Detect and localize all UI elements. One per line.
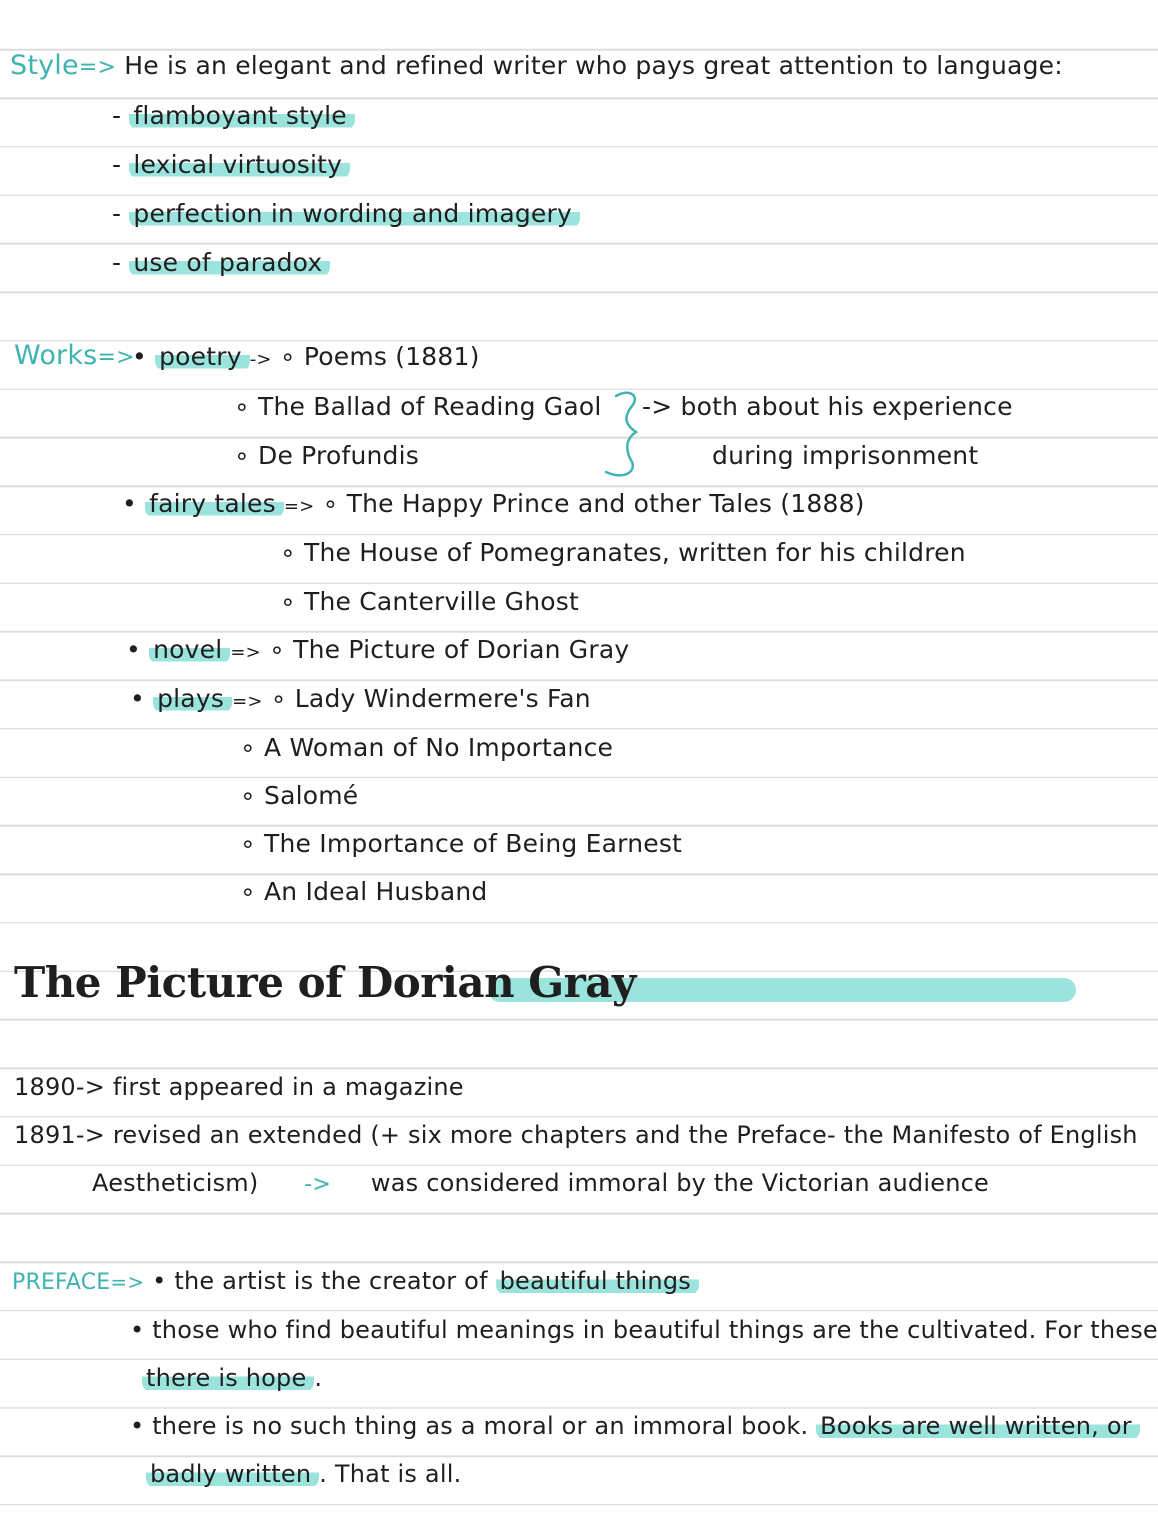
section-title: The Picture of Dorian Gray <box>14 958 636 1007</box>
poetry-label: poetry <box>155 342 250 371</box>
works-heading <box>14 342 135 369</box>
fairy-tale-item: The Happy Prince and other Tales (1888) <box>346 489 865 518</box>
style-intro: He is an elegant and refined writer who pays great attention to language: <box>124 51 1063 80</box>
history-line: 1890-> first appeared in a magazine <box>14 1073 464 1101</box>
style-heading <box>10 52 1063 79</box>
poetry-item: ∘ The Ballad of Reading Gaol <box>234 392 602 421</box>
preface-line: badly written . That is all. <box>146 1462 461 1486</box>
fairy-tale-item: ∘ The Canterville Ghost <box>280 587 580 616</box>
preface-highlight: badly written <box>146 1460 319 1488</box>
style-item: - perfection in wording and imagery <box>112 201 580 226</box>
play-item: ∘ An Ideal Husband <box>240 877 488 906</box>
play-item: ∘ The Importance of Being Earnest <box>240 829 683 858</box>
fairy-tale-item: ∘ The House of Pomegranates, written for his children <box>280 538 966 567</box>
style-item: - flamboyant style <box>112 103 355 128</box>
fairy-tales-label: fairy tales <box>145 489 284 518</box>
novel-item: The Picture of Dorian Gray <box>293 635 630 664</box>
poetry-category: • poetry -> ∘ Poems (1881) <box>132 342 480 371</box>
preface-highlight: there is hope <box>142 1364 314 1392</box>
style-arrow: => <box>78 55 117 80</box>
history-line: 1891-> revised an extended (+ six more chapters and the Preface- the Manifesto of English <box>14 1121 1138 1149</box>
style-item: - lexical virtuosity <box>112 152 350 177</box>
preface-line: there is hope . <box>142 1366 322 1390</box>
play-item: ∘ Salomé <box>240 781 359 810</box>
play-item: Lady Windermere's Fan <box>294 684 591 713</box>
poetry-item: Poems (1881) <box>303 342 480 371</box>
preface-label: PREFACE <box>12 1270 111 1295</box>
novel-label: novel <box>149 635 230 664</box>
poetry-note: -> both about his experience <box>642 392 1013 421</box>
style-item: - use of paradox <box>112 250 330 275</box>
preface-line: • those who find beautiful meanings in beautiful things are the cultivated. For these <box>130 1316 1158 1344</box>
preface-highlight: Books are well written, or <box>816 1412 1140 1440</box>
play-item: ∘ A Woman of No Importance <box>240 733 614 762</box>
history-line: Aestheticism) -> was considered immoral by the Victorian audience <box>92 1169 989 1197</box>
works-label: Works <box>14 340 98 371</box>
preface-line: • there is no such thing as a moral or an immoral book. Books are well written, or <box>130 1414 1140 1438</box>
poetry-item: ∘ De Profundis <box>234 441 419 470</box>
works-arrow: => <box>97 345 135 370</box>
poetry-note: during imprisonment <box>712 441 979 470</box>
style-label: Style <box>10 50 79 81</box>
preface-highlight: beautiful things <box>496 1267 699 1295</box>
novel-category: • novel => ∘ The Picture of Dorian Gray <box>126 635 630 664</box>
preface-line: PREFACE=> • the artist is the creator of beautiful things <box>12 1269 699 1294</box>
plays-category: • plays => ∘ Lady Windermere's Fan <box>130 684 591 713</box>
plays-label: plays <box>153 684 232 713</box>
fairy-tales-category: • fairy tales => ∘ The Happy Prince and other Tales (1888) <box>122 489 865 518</box>
